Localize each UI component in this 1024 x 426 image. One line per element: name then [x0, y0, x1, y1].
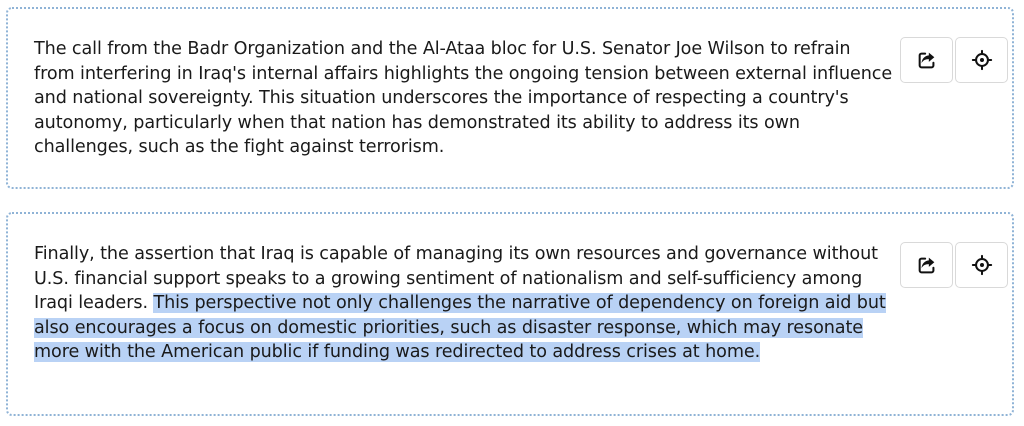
locate-button[interactable] [955, 242, 1008, 288]
card-text-plain: Finally, the assertion that Iraq is capable of managing its own resources and governance without U.S. financial support speaks to a growing sentiment of nationalism and self-sufficiency among Iraqi leaders. [34, 244, 878, 314]
locate-button[interactable] [955, 37, 1008, 83]
card-actions [900, 37, 1010, 83]
share-icon [916, 254, 938, 276]
share-button[interactable] [900, 242, 953, 288]
text-card [6, 7, 1014, 189]
selected-text[interactable]: This perspective not only challenges the narrative of dependency on foreign aid but also encourages a focus on domestic priorities, such as disaster response, which may resonate more with the American public if funding was redirected to address crises at home. [34, 293, 886, 363]
card-actions [900, 242, 1010, 288]
share-button[interactable] [900, 37, 953, 83]
crosshair-icon [971, 254, 993, 276]
card-text [34, 242, 894, 365]
share-icon [916, 49, 938, 71]
card-text: The call from the Badr Organization and the Al-Ataa bloc for U.S. Senator Joe Wilson to refrain from interfering in Iraq's internal affairs highlights the ongoing tension between external influence and national sovereignty. This situation underscores the importance of respecting a country's autonomy, particularly when that nation has demonstrated its ability to address its own challenges, such as the fight against terrorism. [34, 39, 893, 158]
crosshair-icon [971, 49, 993, 71]
text-card [6, 212, 1014, 416]
